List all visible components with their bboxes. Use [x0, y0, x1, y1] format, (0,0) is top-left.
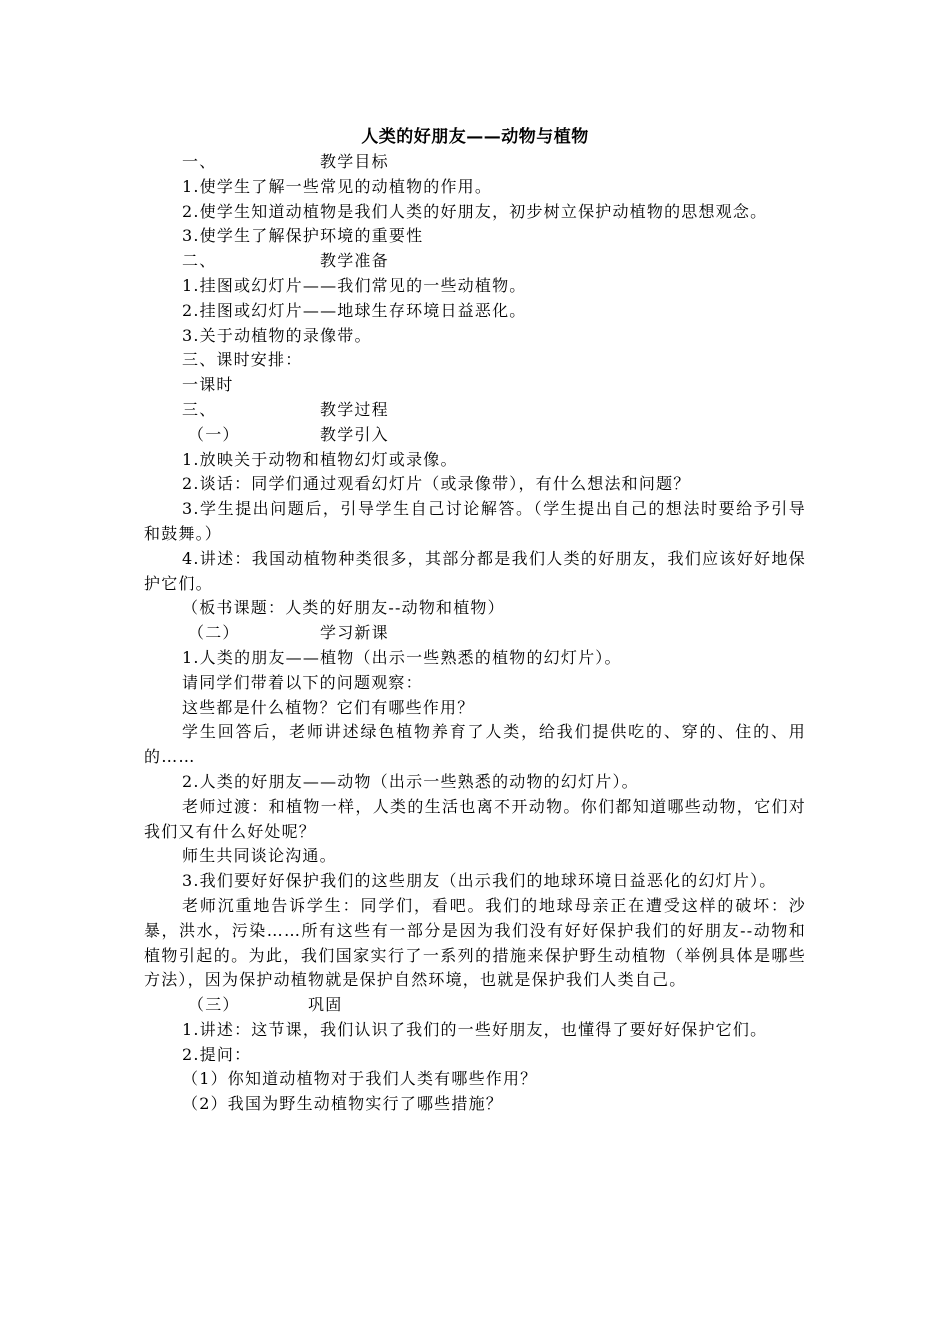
paragraph: 3.关于动植物的录像带。 — [182, 325, 372, 345]
subsection-label: 教学引入 — [320, 424, 389, 444]
paragraph: （2）我国为野生动植物实行了哪些措施？ — [182, 1094, 503, 1114]
subsection-label: 巩固 — [308, 995, 343, 1015]
paragraph: 请同学们带着以下的问题观察： — [182, 672, 423, 692]
subsection-number: （二） — [188, 623, 240, 643]
paragraph: （1）你知道动植物对于我们人类有哪些作用？ — [182, 1069, 538, 1089]
subsection-label: 学习新课 — [320, 623, 389, 643]
paragraph: 3.使学生了解保护环境的重要性 — [182, 226, 424, 246]
paragraph: 2.挂图或幻灯片——地球生存环境日益恶化。 — [182, 300, 527, 320]
section-heading-schedule: 三、课时安排： — [182, 350, 303, 370]
paragraph: 1.人类的朋友——植物（出示一些熟悉的植物的幻灯片）。 — [182, 647, 622, 667]
section-label: 教学准备 — [320, 251, 389, 271]
section-label: 教学目标 — [320, 152, 389, 171]
paragraph: 2.人类的好朋友——动物（出示一些熟悉的动物的幻灯片）。 — [182, 771, 639, 791]
paragraph: 老师过渡：和植物一样，人类的生活也离不开动物。你们都知道哪些动物，它们对我们又有什么好处呢？ — [144, 796, 806, 841]
section-heading-process — [144, 398, 806, 423]
paragraph: 1.放映关于动物和植物幻灯或录像。 — [182, 449, 458, 469]
section-number: 一、 — [182, 152, 217, 171]
paragraph: 老师沉重地告诉学生：同学们，看吧。我们的地球母亲正在遭受这样的破坏：沙暴，洪水，污染……所有这些有一部分是因为我们没有好好保护我们的好朋友--动物和植物引起的。为此，我们国家实行了一系列的措施来保护野生动植物（举例具体是哪些方法），因为保护动植物就是保护自然环境，也就是保护我们人类自己。 — [144, 895, 806, 990]
section-heading-preparation — [144, 249, 806, 274]
section-number: 二、 — [182, 251, 217, 271]
paragraph: 学生回答后，老师讲述绿色植物养育了人类，给我们提供吃的、穿的、住的、用的…… — [144, 722, 806, 767]
paragraph: 一课时 — [182, 375, 234, 395]
paragraph: 2.谈话：同学们通过观看幻灯片（或录像带），有什么想法和问题？ — [182, 474, 691, 494]
paragraph: 3.我们要好好保护我们的这些朋友（出示我们的地球环境日益恶化的幻灯片）。 — [182, 871, 777, 891]
paragraph: （板书课题：人类的好朋友--动物和植物） — [182, 598, 505, 618]
subsection-number: （三） — [188, 995, 240, 1015]
paragraph: 师生共同谈论沟通。 — [182, 846, 337, 866]
paragraph: 2.使学生知道动植物是我们人类的好朋友，初步树立保护动植物的思想观念。 — [182, 201, 768, 221]
section-number: 三、 — [182, 399, 217, 419]
section-label: 教学过程 — [320, 399, 389, 419]
paragraph: 3.学生提出问题后，引导学生自己讨论解答。（学生提出自己的想法时要给予引导和鼓舞。） — [144, 499, 806, 543]
paragraph: 1.讲述：这节课，我们认识了我们的一些好朋友，也懂得了要好好保护它们。 — [182, 1019, 768, 1039]
subsection-heading-intro — [144, 423, 806, 448]
subsection-heading-consolidate — [144, 993, 806, 1018]
paragraph: 2.提问： — [182, 1044, 252, 1064]
document-title: 人类的好朋友——动物与植物 — [361, 127, 589, 147]
paragraph: 1.挂图或幻灯片——我们常见的一些动植物。 — [182, 275, 527, 295]
subsection-heading-new-lesson — [144, 621, 806, 646]
paragraph: 这些都是什么植物？它们有哪些作用？ — [182, 697, 475, 717]
section-heading-objectives — [144, 150, 806, 175]
paragraph: 1.使学生了解一些常见的动植物的作用。 — [182, 176, 493, 196]
subsection-number: （一） — [188, 424, 240, 444]
document-body — [144, 124, 806, 1117]
paragraph: 4.讲述：我国动植物种类很多，其部分都是我们人类的好朋友，我们应该好好地保护它们。 — [144, 548, 806, 593]
